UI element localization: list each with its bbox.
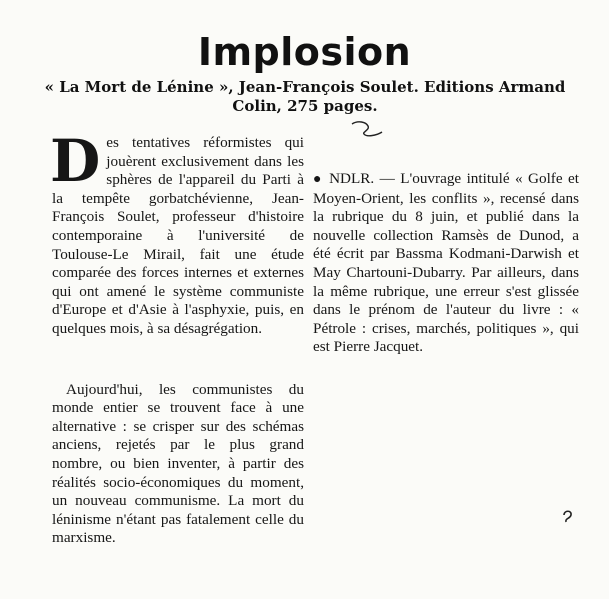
paragraph-intro-text: es tentatives réformistes qui jouèrent exclusivement dans les sphères de l'appareil du Parti à la tempête gorbatchévienne, Jean-François Soulet, professeur d'histoire contemporaine à l'université de Toulouse-Le Mirail, fait une étude comparée des forces internes et externes qui ont amené le système communiste d'Europe et d'Asie à l'asphyxie, puis, en quelques mois, à sa désagrégation.	[52, 134, 304, 337]
bullet-icon: ●	[313, 172, 324, 187]
book-reference: « La Mort de Lénine », Jean-François Soulet. Editions Armand Colin, 275 pages.	[44, 78, 566, 115]
article-title: Implosion	[197, 30, 412, 74]
pen-mark-icon	[561, 506, 575, 524]
paragraph-conclusion: Aujourd'hui, les communistes du monde entier se trouvent face à une alternative : se crisper sur des schémas anciens, rejetés par le plus grand nombre, ou bien inventer, à partir des réalités socio-économiques du moment, un nouveau communisme. La mort du léninisme n'étant pas fatalement celle du marxisme.	[52, 380, 304, 547]
column-left	[50, 127, 304, 548]
drop-cap: D	[50, 127, 101, 195]
column-right	[313, 134, 579, 357]
editor-note-text: NDLR. — L'ouvrage intitulé « Golfe et Moyen-Orient, les conflits », recensé dans la rubrique du 8 juin, et publié dans la nouvelle collection Ramsès de Dunod, a été écrit par Bassma Kodmani-Darwish et May Chartouni-Dubarry. Par ailleurs, dans la même rubrique, une erreur s'est glissée dans le prénom de l'auteur du livre : « Pétrole : crises, marchés, politiques », qui est Pierre Jacquet.	[313, 170, 579, 356]
paragraph-intro	[50, 127, 304, 339]
editor-note	[313, 170, 579, 357]
